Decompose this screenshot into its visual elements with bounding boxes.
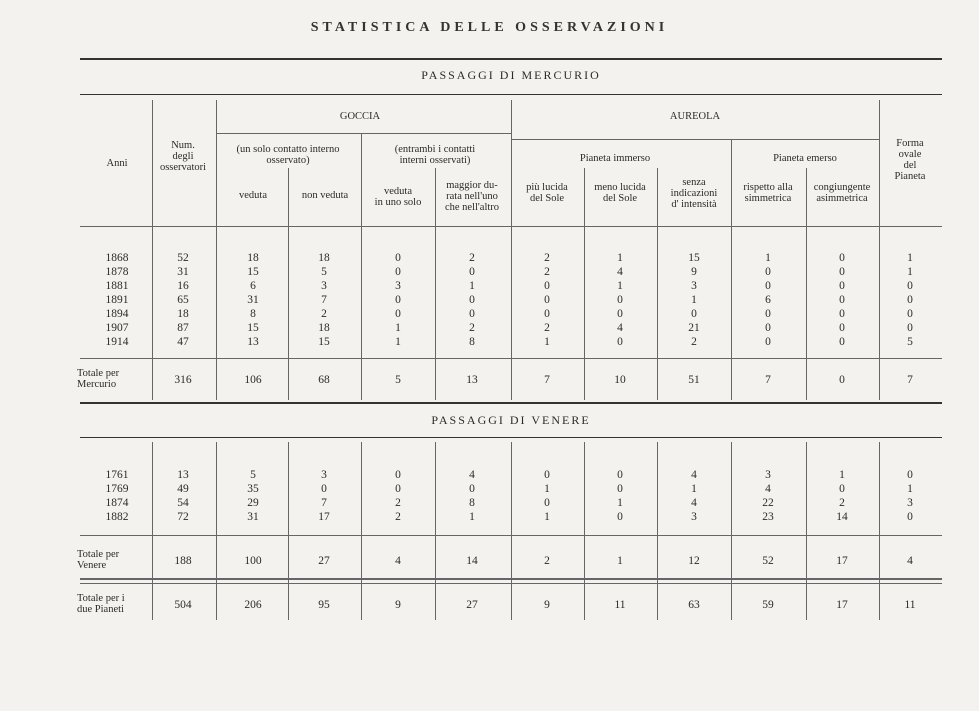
grand-total-cell: 9 [395,599,401,611]
mercury-row-cell: 1 [469,280,475,292]
row-rule [80,535,942,536]
venus-row-cell: 17 [318,511,330,523]
row-rule [80,358,942,359]
venus-row-cell: 4 [765,483,771,495]
mercury-total-cell: 5 [395,374,401,386]
header-meno-lucida: meno lucida del Sole [594,182,646,204]
grand-total-cell: 11 [904,599,916,611]
mercury-row-cell: 1 [765,252,771,264]
venus-row-cell: 2 [395,497,401,509]
venus-title: PASSAGGI DI VENERE [431,413,591,427]
mercury-row-cell: 2 [544,322,550,334]
header-non-veduta: non veduta [301,190,349,201]
mercury-row-cell: 5 [907,336,913,348]
venus-row-cell: 0 [544,469,550,481]
venus-row-cell: 4 [469,469,475,481]
mercury-row-cell: 0 [839,266,845,278]
venus-row-cell: 0 [617,469,623,481]
venus-row-cell: 3 [907,497,913,509]
venus-row-cell: 0 [544,497,550,509]
column-rule [288,168,289,400]
mercury-row-cell: 1891 [105,294,129,306]
mercury-row-cell: 8 [250,308,256,320]
venus-row-cell: 1 [839,469,845,481]
mercury-row-cell: 0 [395,308,401,320]
venus-row-cell: 31 [247,511,259,523]
mercury-row-cell: 0 [839,252,845,264]
venus-total-cell: 188 [174,555,192,567]
venus-row-cell: 22 [762,497,774,509]
mercury-row-cell: 2 [544,252,550,264]
mercury-row-cell: 47 [177,336,189,348]
venus-row-cell: 3 [691,511,697,523]
mercury-row-cell: 0 [469,266,475,278]
venus-header-rule [80,437,942,438]
row-rule [80,578,942,580]
column-rule [511,100,512,400]
header-maggiore: maggior du- rata nell'uno che nell'altro [444,180,500,213]
venus-total-cell: 17 [836,555,848,567]
venus-row-cell: 1761 [105,469,129,481]
mercury-row-cell: 18 [247,252,259,264]
venus-row-cell: 54 [177,497,189,509]
venus-row-cell: 13 [177,469,189,481]
mercury-row-cell: 0 [395,252,401,264]
grand-total-cell: 17 [836,599,848,611]
header-piu-lucida: più lucida del Sole [526,182,568,204]
venus-top-rule [80,402,942,404]
mercury-row-cell: 87 [177,322,189,334]
mercury-row-cell: 2 [691,336,697,348]
mercury-row-cell: 3 [395,280,401,292]
mercury-row-cell: 5 [321,266,327,278]
mercury-row-cell: 1 [544,336,550,348]
header-aureola: AUREOLA [669,111,721,122]
page-title: STATISTICA DELLE OSSERVAZIONI [310,20,669,35]
mercury-row-cell: 1 [907,252,913,264]
header-simmetrica: rispetto alla simmetrica [743,182,793,204]
venus-row-cell: 1 [907,483,913,495]
mercury-row-cell: 18 [318,252,330,264]
venus-row-cell: 49 [177,483,189,495]
mercury-row-cell: 1 [617,280,623,292]
mercury-row-cell: 15 [688,252,700,264]
mercury-row-cell: 1907 [105,322,129,334]
venus-row-cell: 2 [395,511,401,523]
mercury-row-cell: 9 [691,266,697,278]
venus-total-label: Totale per Venere [77,549,120,571]
mercury-row-cell: 15 [247,266,259,278]
mercury-row-cell: 1878 [105,266,129,278]
mercury-row-cell: 1914 [105,336,129,348]
mercury-row-cell: 4 [617,322,623,334]
venus-row-cell: 0 [839,483,845,495]
row-rule [511,139,879,140]
venus-row-cell: 0 [395,469,401,481]
venus-total-cell: 4 [395,555,401,567]
column-rule [216,442,217,620]
mercury-row-cell: 0 [617,336,623,348]
column-rule [288,442,289,620]
mercury-row-cell: 0 [839,280,845,292]
grand-total-cell: 206 [244,599,262,611]
venus-total-cell: 12 [688,555,700,567]
mercury-row-cell: 0 [617,294,623,306]
venus-row-cell: 1769 [105,483,129,495]
column-rule [731,442,732,620]
venus-row-cell: 2 [839,497,845,509]
mercury-row-cell: 1868 [105,252,129,264]
venus-row-cell: 3 [321,469,327,481]
header-single-contact: (un solo contatto interno osservato) [236,144,340,166]
mercury-row-cell: 0 [544,308,550,320]
mercury-total-cell: 68 [318,374,330,386]
mercury-total-cell: 10 [614,374,626,386]
mercury-row-cell: 0 [907,308,913,320]
header-asimmetrica: congiungente asimmetrica [813,182,871,204]
column-rule [361,442,362,620]
mercury-row-cell: 0 [907,322,913,334]
venus-row-cell: 1 [691,483,697,495]
grand-total-cell: 59 [762,599,774,611]
venus-total-cell: 14 [466,555,478,567]
venus-row-cell: 1874 [105,497,129,509]
mercury-row-cell: 0 [544,280,550,292]
venus-row-cell: 8 [469,497,475,509]
venus-row-cell: 0 [907,469,913,481]
venus-total-cell: 2 [544,555,550,567]
mercury-row-cell: 7 [321,294,327,306]
venus-row-cell: 4 [691,469,697,481]
mercury-row-cell: 1 [691,294,697,306]
mercury-row-cell: 1 [617,252,623,264]
mercury-row-cell: 3 [691,280,697,292]
row-rule [80,226,942,227]
mercury-row-cell: 18 [318,322,330,334]
mercury-row-cell: 6 [765,294,771,306]
mercury-row-cell: 2 [544,266,550,278]
venus-row-cell: 0 [617,483,623,495]
header-senza: senza indicazioni d' intensità [670,177,718,210]
mercury-row-cell: 2 [469,322,475,334]
mercury-row-cell: 8 [469,336,475,348]
mercury-row-cell: 2 [321,308,327,320]
mercury-header-rule [80,94,942,95]
header-emerso: Pianeta emerso [773,153,837,164]
venus-row-cell: 1882 [105,511,129,523]
venus-row-cell: 35 [247,483,259,495]
header-goccia: GOCCIA [339,111,381,122]
mercury-row-cell: 6 [250,280,256,292]
mercury-row-cell: 0 [691,308,697,320]
mercury-row-cell: 1894 [105,308,129,320]
mercury-row-cell: 1 [907,266,913,278]
mercury-row-cell: 0 [617,308,623,320]
mercury-row-cell: 0 [765,266,771,278]
venus-row-cell: 4 [691,497,697,509]
mercury-row-cell: 4 [617,266,623,278]
venus-row-cell: 0 [395,483,401,495]
mercury-row-cell: 2 [469,252,475,264]
mercury-total-label: Totale per Mercurio [77,368,120,390]
venus-total-cell: 100 [244,555,262,567]
venus-total-cell: 27 [318,555,330,567]
header-veduta: veduta [239,190,267,201]
grand-total-cell: 9 [544,599,550,611]
mercury-row-cell: 0 [765,280,771,292]
header-veduta-uno: veduta in uno solo [374,186,422,208]
mercury-row-cell: 0 [765,336,771,348]
mercury-total-cell: 106 [244,374,262,386]
row-rule [80,583,942,584]
row-rule [216,133,511,134]
mercury-row-cell: 0 [765,308,771,320]
mercury-total-cell: 0 [839,374,845,386]
mercury-row-cell: 0 [395,266,401,278]
mercury-total-cell: 7 [544,374,550,386]
mercury-row-cell: 0 [395,294,401,306]
mercury-row-cell: 1 [395,336,401,348]
mercury-title: PASSAGGI DI MERCURIO [421,68,601,82]
mercury-row-cell: 31 [247,294,259,306]
venus-row-cell: 23 [762,511,774,523]
venus-row-cell: 0 [617,511,623,523]
grand-total-cell: 27 [466,599,478,611]
venus-total-cell: 1 [617,555,623,567]
mercury-row-cell: 65 [177,294,189,306]
mercury-row-cell: 21 [688,322,700,334]
venus-row-cell: 0 [321,483,327,495]
venus-row-cell: 5 [250,469,256,481]
grand-total-cell: 63 [688,599,700,611]
column-rule [731,140,732,168]
header-forma-ovale: Forma ovale del Pianeta [894,138,926,182]
mercury-row-cell: 0 [765,322,771,334]
mercury-row-cell: 3 [321,280,327,292]
mercury-row-cell: 18 [177,308,189,320]
grand-total-cell: 11 [614,599,626,611]
venus-row-cell: 1 [544,483,550,495]
venus-row-cell: 7 [321,497,327,509]
top-rule [80,58,942,60]
mercury-row-cell: 0 [839,336,845,348]
venus-row-cell: 1 [469,511,475,523]
column-rule [584,442,585,620]
venus-row-cell: 1 [544,511,550,523]
venus-total-cell: 52 [762,555,774,567]
mercury-row-cell: 31 [177,266,189,278]
column-rule [657,442,658,620]
column-rule [511,442,512,620]
grand-total-label: Totale per i due Pianeti [77,593,125,615]
mercury-row-cell: 15 [247,322,259,334]
mercury-row-cell: 0 [839,308,845,320]
mercury-row-cell: 52 [177,252,189,264]
mercury-row-cell: 0 [839,294,845,306]
mercury-total-cell: 51 [688,374,700,386]
header-both-contacts: (entrambi i contatti interni osservati) [394,144,476,166]
column-rule [435,442,436,620]
mercury-row-cell: 15 [318,336,330,348]
venus-row-cell: 0 [469,483,475,495]
venus-row-cell: 29 [247,497,259,509]
mercury-total-cell: 316 [174,374,192,386]
mercury-row-cell: 1 [395,322,401,334]
mercury-row-cell: 0 [907,280,913,292]
mercury-row-cell: 16 [177,280,189,292]
mercury-row-cell: 0 [907,294,913,306]
header-num-observers: Num. degli osservatori [159,140,207,173]
header-anni: Anni [106,158,128,169]
mercury-total-cell: 7 [907,374,913,386]
mercury-total-cell: 7 [765,374,771,386]
venus-row-cell: 14 [836,511,848,523]
venus-row-cell: 72 [177,511,189,523]
mercury-row-cell: 1881 [105,280,129,292]
mercury-total-cell: 13 [466,374,478,386]
mercury-row-cell: 0 [469,294,475,306]
grand-total-cell: 504 [174,599,192,611]
venus-row-cell: 1 [617,497,623,509]
venus-total-cell: 4 [907,555,913,567]
mercury-row-cell: 0 [544,294,550,306]
mercury-row-cell: 13 [247,336,259,348]
venus-row-cell: 0 [907,511,913,523]
mercury-row-cell: 0 [469,308,475,320]
header-immerso: Pianeta immerso [579,153,651,164]
venus-row-cell: 3 [765,469,771,481]
grand-total-cell: 95 [318,599,330,611]
column-rule [806,442,807,620]
mercury-row-cell: 0 [839,322,845,334]
